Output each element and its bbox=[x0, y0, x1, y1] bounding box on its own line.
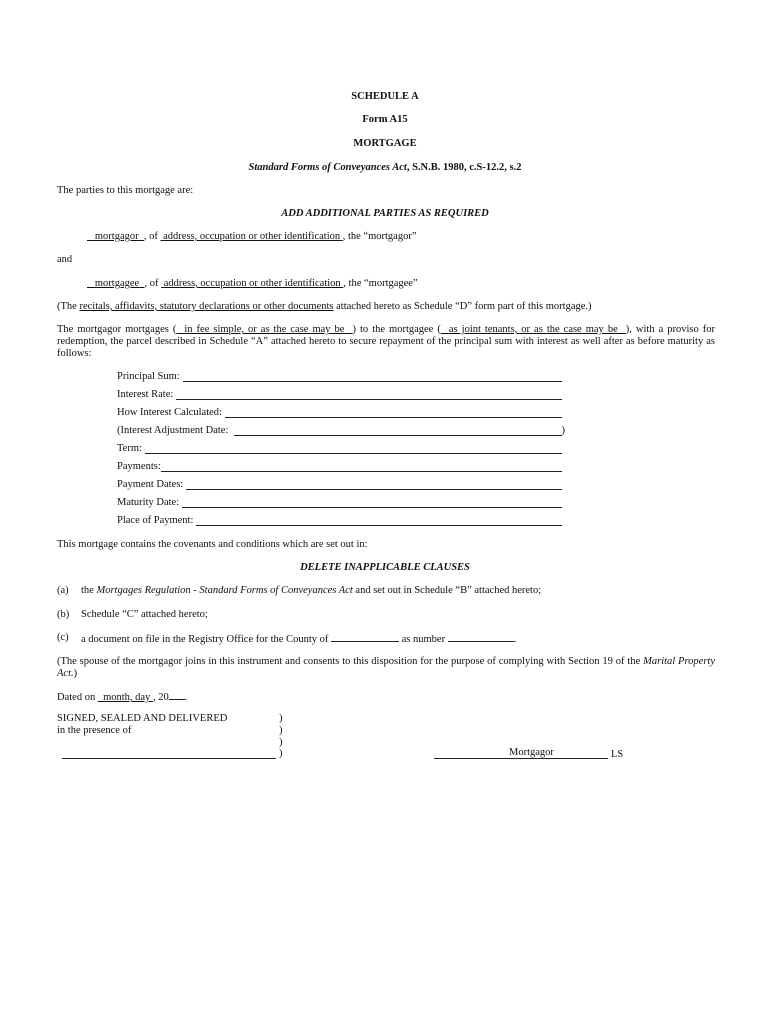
dated-line: Dated on month, day , 20 . bbox=[57, 692, 188, 703]
act-citation bbox=[0, 162, 770, 173]
form-number: Form A15 bbox=[362, 114, 408, 125]
principal-sum-field[interactable]: Principal Sum: bbox=[117, 371, 562, 382]
mortgagor-address[interactable]: address, occupation or other identification bbox=[163, 231, 341, 242]
in-presence-of: in the presence of bbox=[57, 725, 132, 736]
interest-calculated-field[interactable]: How Interest Calculated: bbox=[117, 407, 562, 418]
clause-c-marker: (c) bbox=[57, 632, 69, 643]
mortgagor-line: mortgagor , of address, occupation or other identification , the “mortgagor” bbox=[87, 231, 417, 242]
signed-sealed-delivered: SIGNED, SEALED AND DELIVERED bbox=[57, 713, 228, 724]
document-title: MORTGAGE bbox=[353, 138, 417, 149]
schedule-heading: SCHEDULE A bbox=[351, 91, 419, 102]
delete-clauses-instruction: DELETE INAPPLICABLE CLAUSES bbox=[300, 562, 470, 573]
date-blank[interactable]: month, day bbox=[103, 692, 151, 703]
bracket-4: ) bbox=[279, 748, 283, 759]
year-blank[interactable] bbox=[169, 690, 185, 700]
county-blank[interactable] bbox=[331, 632, 399, 642]
document-number-blank[interactable] bbox=[448, 632, 514, 642]
mortgages-paragraph: The mortgagor mortgages ( in fee simple, or as the case may be ) to the mortgagee ( as joint tenants, or as the case may be ), with a proviso for redemption, the parcel described in Schedule “A” attached hereto to secure repayment of the principal sum with interest as well after as before maturity as follows: bbox=[57, 324, 716, 359]
spouse-consent-note: (The spouse of the mortgagor joins in this instrument and consents to this disposition for the purpose of complying with Section 19 of the Marital Property Act.) bbox=[57, 656, 715, 679]
mortgagor-signature-label: Mortgagor bbox=[509, 747, 554, 758]
schedule-d-note: (The recitals, affidavits, statutory declarations or other documents attached hereto as Schedule “D” form part of this mortgage.) bbox=[57, 301, 592, 312]
tenancy-blank[interactable]: as joint tenants, or as the case may be bbox=[448, 324, 618, 335]
place-of-payment-field[interactable]: Place of Payment: bbox=[117, 515, 562, 526]
mortgagor-signature-line[interactable] bbox=[434, 758, 608, 759]
add-parties-instruction: ADD ADDITIONAL PARTIES AS REQUIRED bbox=[281, 208, 489, 219]
schedule-d-documents[interactable]: recitals, affidavits, statutory declarations or other documents bbox=[79, 301, 334, 312]
payments-field[interactable]: Payments: bbox=[117, 461, 562, 472]
term-field[interactable]: Term: bbox=[117, 443, 562, 454]
interest-rate-field[interactable]: Interest Rate: bbox=[117, 389, 562, 400]
bracket-1: ) bbox=[279, 713, 283, 724]
bracket-2: ) bbox=[279, 725, 283, 736]
mortgagee-address[interactable]: address, occupation or other identification bbox=[163, 278, 341, 289]
covenants-intro: This mortgage contains the covenants and conditions which are set out in: bbox=[57, 539, 368, 550]
payment-dates-field[interactable]: Payment Dates: bbox=[117, 479, 562, 490]
estate-blank[interactable]: in fee simple, or as the case may be bbox=[184, 324, 345, 335]
clause-a-marker: (a) bbox=[57, 585, 69, 596]
mortgagee-role[interactable]: mortgagee bbox=[94, 278, 140, 289]
witness-signature-line[interactable] bbox=[62, 758, 276, 759]
maturity-date-field[interactable]: Maturity Date: bbox=[117, 497, 562, 508]
mortgagee-line: mortgagee , of address, occupation or other identification , the “mortgagee” bbox=[87, 278, 418, 289]
mortgagor-role[interactable]: mortgagor bbox=[94, 231, 139, 242]
ls-seal-label: LS bbox=[611, 749, 624, 760]
interest-adjustment-date-field[interactable]: (Interest Adjustment Date: ) bbox=[117, 425, 565, 436]
clause-b[interactable]: Schedule “C” attached hereto; bbox=[81, 609, 208, 620]
bracket-3: ) bbox=[279, 737, 283, 748]
and-connector: and bbox=[57, 254, 73, 265]
parties-intro: The parties to this mortgage are: bbox=[57, 185, 194, 196]
act-reference: , S.N.B. 1980, c.S-12.2, s.2 bbox=[406, 162, 522, 173]
clause-c[interactable]: a document on file in the Registry Office for the County of as number . bbox=[81, 634, 517, 645]
clause-b-marker: (b) bbox=[57, 609, 70, 620]
clause-a[interactable]: the Mortgages Regulation - Standard Forms of Conveyances Act and set out in Schedule “B” attached hereto; bbox=[81, 585, 542, 596]
act-name: Standard Forms of Conveyances Act bbox=[248, 162, 407, 173]
